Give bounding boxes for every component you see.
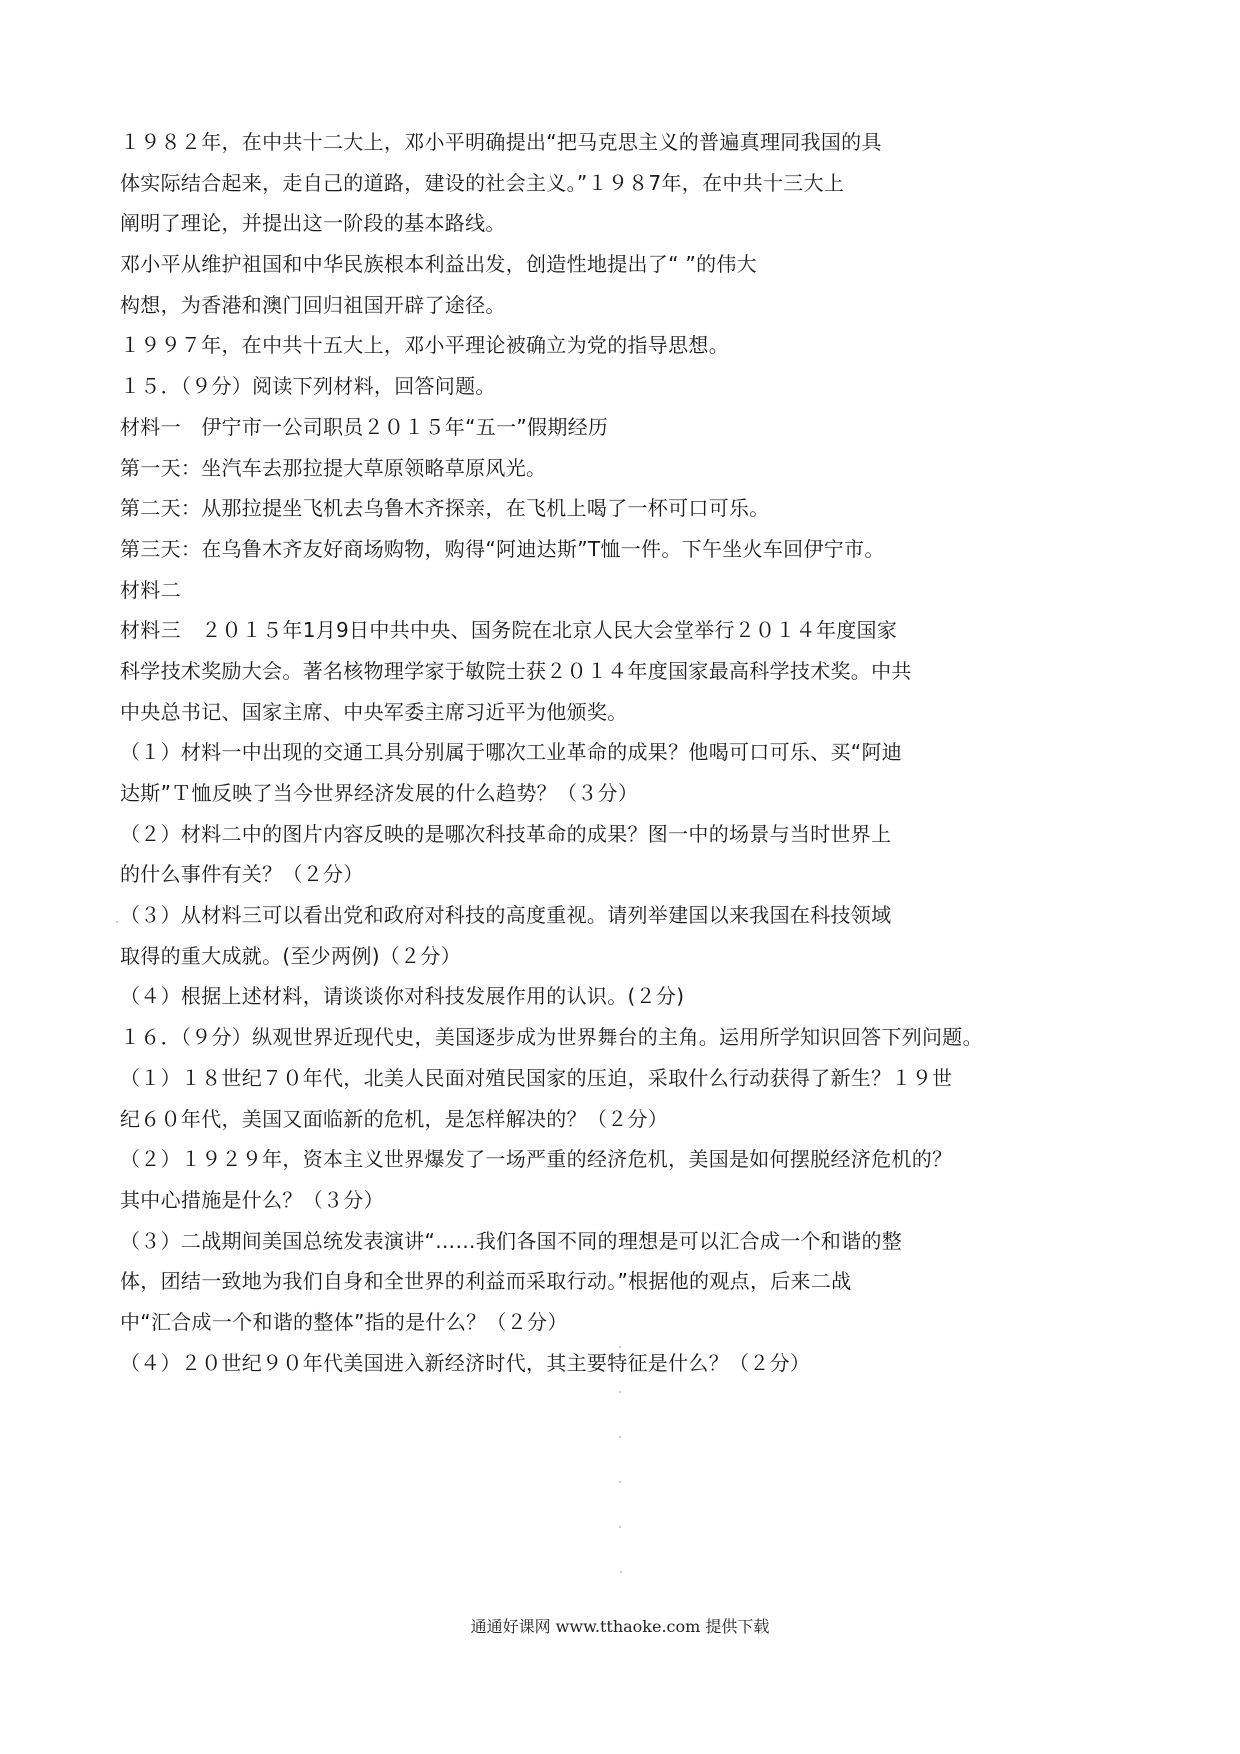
text-line: （４）根据上述材料，请谈谈你对科技发展作用的认识。(２分) [120, 984, 685, 1009]
text-line: 构想，为香港和澳门回归祖国开辟了途径。 [120, 292, 506, 317]
text-line: 体，团结一致地为我们自身和全世界的利益而采取行动。”根据他的观点，后来二战 [120, 1269, 852, 1294]
footer-credit: 通通好课网 www.tthaoke.com 提供下载 [470, 1617, 770, 1636]
text-line: 邓小平从维护祖国和中华民族根本利益出发，创造性地提出了“ ”的伟大 [120, 252, 757, 277]
document-body [120, 122, 1120, 1383]
text-line: 其中心措施是什么？（３分） [120, 1187, 384, 1212]
text-line: １９９７年，在中共十五大上，邓小平理论被确立为党的指导思想。 [120, 333, 729, 358]
scan-speck [619, 1391, 621, 1393]
text-line: 中“汇合成一个和谐的整体”指的是什么？（２分） [120, 1309, 568, 1334]
scan-speck [116, 921, 118, 923]
text-line: （２）材料二中的图片内容反映的是哪次科技革命的成果？图一中的场景与当时世界上 [120, 821, 892, 846]
text-line: 的什么事件有关？（２分） [120, 862, 364, 887]
text-line: 体实际结合起来，走自己的道路，建设的社会主义。”１９８7年，在中共十三大上 [120, 170, 845, 195]
text-line: 材料三 ２０１５年1月9日中共中央、国务院在北京人民大会堂举行２０１４年度国家 [120, 618, 898, 643]
text-line: 第一天：坐汽车去那拉提大草原领略草原风光。 [120, 455, 547, 480]
scan-speck [619, 1481, 621, 1483]
scan-speck [619, 1346, 621, 1348]
text-line: 第三天：在乌鲁木齐友好商场购物，购得“阿迪达斯”T恤一件。下午坐火车回伊宁市。 [120, 536, 885, 561]
text-line: 取得的重大成就。(至少两例)（２分） [120, 943, 462, 968]
text-line: （４）２０世纪９０年代美国进入新经济时代，其主要特征是什么？（２分） [120, 1350, 811, 1375]
text-line: 阐明了理论，并提出这一阶段的基本路线。 [120, 211, 506, 236]
text-line: （１）１８世纪７０年代，北美人民面对殖民国家的压迫，采取什么行动获得了新生？１９世 [120, 1065, 953, 1090]
text-line: 第二天：从那拉提坐飞机去乌鲁木齐探亲，在飞机上喝了一杯可口可乐。 [120, 496, 770, 521]
text-line: 材料二 [120, 577, 181, 602]
text-line: １９８２年，在中共十二大上，邓小平明确提出“把马克思主义的普遍真理同我国的具 [120, 130, 882, 154]
text-line: 中央总书记、国家主席、中央军委主席习近平为他颁奖。 [120, 699, 628, 724]
scan-speck [619, 1436, 621, 1438]
text-line: （１）材料一中出现的交通工具分别属于哪次工业革命的成果？他喝可口可乐、买“阿迪 [120, 740, 903, 765]
text-line: １６．（９分）纵观世界近现代史，美国逐步成为世界舞台的主角。运用所学知识回答下列问题。 [120, 1025, 983, 1050]
text-line: １５．（９分）阅读下列材料，回答问题。 [120, 374, 496, 399]
scan-speck [619, 1526, 621, 1528]
text-line: （３）从材料三可以看出党和政府对科技的高度重视。请列举建国以来我国在科技领域 [120, 903, 892, 928]
text-line: 达斯”Ｔ恤反映了当今世界经济发展的什么趋势？（３分） [120, 781, 639, 805]
text-line: （２）１９２９年，资本主义世界爆发了一场严重的经济危机，美国是如何摆脱经济危机的？ [120, 1147, 953, 1172]
text-line: 科学技术奖励大会。著名核物理学家于敏院士获２０１４年度国家最高科学技术奖。中共 [120, 658, 912, 683]
text-line: （３）二战期间美国总统发表演讲“……我们各国不同的理想是可以汇合成一个和谐的整 [120, 1228, 903, 1253]
scan-speck [620, 1571, 622, 1573]
text-line: 纪６０年代，美国又面临新的危机，是怎样解决的？（２分） [120, 1106, 669, 1131]
text-line: 材料一 伊宁市一公司职员２０１５年“五一”假期经历 [120, 414, 609, 439]
